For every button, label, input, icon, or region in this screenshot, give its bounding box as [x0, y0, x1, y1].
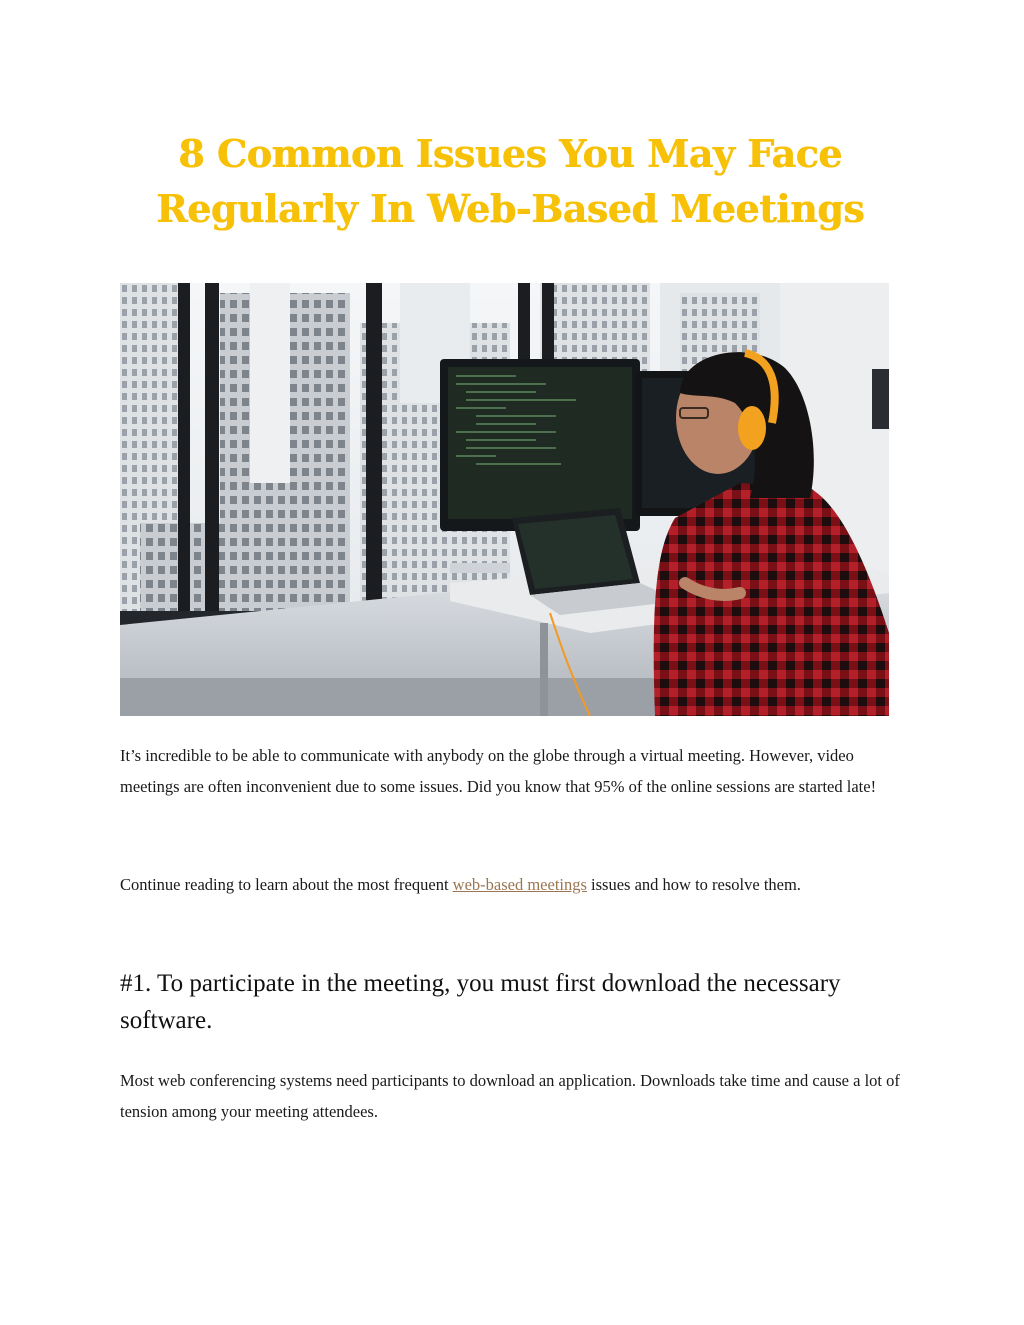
- web-based-meetings-link[interactable]: web-based meetings: [452, 875, 587, 894]
- continue-reading-paragraph: [120, 869, 900, 900]
- document-title: 8 Common Issues You May Face Regularly In Web-Based Meetings: [155, 131, 865, 231]
- intro-paragraph: It’s incredible to be able to communicate with anybody on the globe through a virtual meeting. However, video meetings are often inconvenient due to some issues. Did you know that 95% of the online sessions are started late!: [120, 746, 877, 796]
- continue-text-after: issues and how to resolve them.: [586, 875, 801, 894]
- continue-text-before: Continue reading to learn about the most frequent: [120, 875, 453, 894]
- header-photo: [120, 283, 889, 716]
- section-1-heading: #1. To participate in the meeting, you must first download the necessary software.: [120, 970, 841, 1034]
- section-1-paragraph: Most web conferencing systems need participants to download an application. Downloads take time and cause a lot of tension among your meeting attendees.: [120, 1071, 900, 1121]
